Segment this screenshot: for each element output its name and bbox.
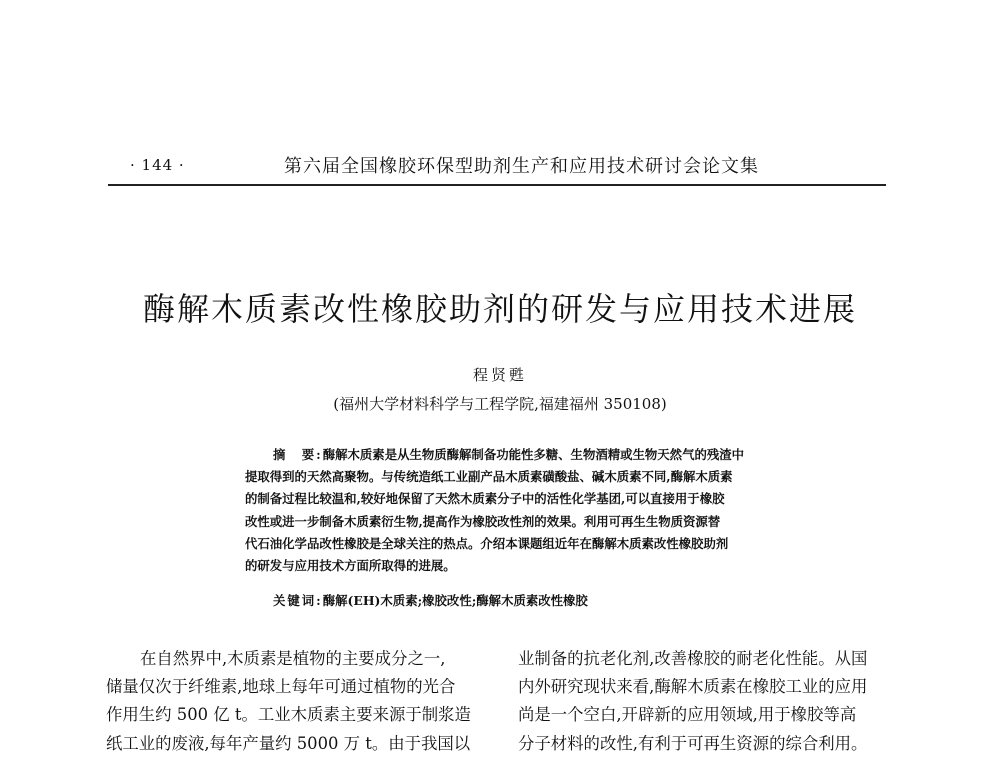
body-line: 业制备的抗老化剂,改善橡胶的耐老化性能。从国 (518, 649, 868, 668)
body-line: 作用生约 500 亿 t。工业木质素主要来源于制浆造 (106, 705, 471, 725)
abstract-line: 代石油化学品改性橡胶是全球关注的热点。介绍本课题组近年在酶解木质素改性橡胶助剂 (245, 535, 729, 551)
keywords (273, 591, 753, 609)
page-number: · 144 · (130, 156, 185, 174)
abstract (245, 444, 765, 577)
body-line: 内外研究现状来看,酶解木质素在橡胶工业的应用 (518, 677, 868, 697)
abstract-line (245, 444, 765, 466)
abstract-line: 提取得到的天然高聚物。与传统造纸工业副产品木质素磺酸盐、碱木质素不同,酶解木质素 (245, 469, 733, 485)
abstract-line: 改性或进一步制备木质素衍生物,提高作为橡胶改性剂的效果。利用可再生生物质资源替 (245, 513, 721, 529)
body-line: 分子材料的改性,有利于可再生资源的综合利用。 (518, 733, 868, 753)
running-header (108, 148, 886, 186)
keywords-text: 酶解(EH)木质素;橡胶改性;酶解木质素改性橡胶 (322, 593, 588, 608)
body-right-column (518, 645, 888, 758)
body-left-column (106, 645, 476, 758)
abstract-line: 的制备过程比较温和,较好地保留了天然木质素分子中的活性化学基团,可以直接用于橡胶 (245, 491, 725, 507)
body-line: 纸工业的废液,每年产量约 5000 万 t。由于我国以 (106, 733, 471, 753)
abstract-line: 的研发与应用技术方面所取得的进展。 (245, 557, 456, 573)
author-name: 程贤甦 (472, 366, 527, 384)
body-line: 储量仅次于纤维素,地球上每年可通过植物的光合 (106, 677, 456, 697)
paper-title: 酶解木质素改性橡胶助剂的研发与应用技术进展 (142, 290, 857, 328)
body-line: 在自然界中,木质素是植物的主要成分之一, (140, 649, 446, 668)
author-affiliation: (福州大学材料科学与工程学院,福建福州 350108) (333, 395, 667, 413)
abstract-text: 酶解木质素是从生物质酶解制备功能性多糖、生物酒精或生物天然气的残渣中 (322, 447, 745, 462)
abstract-label: 摘 要: (273, 447, 323, 462)
journal-title: 第六届全国橡胶环保型助剂生产和应用技术研讨会论文集 (284, 156, 759, 177)
body-line: 尚是一个空白,开辟新的应用领域,用于橡胶等高 (518, 705, 857, 725)
keywords-label: 关键词: (273, 593, 323, 608)
